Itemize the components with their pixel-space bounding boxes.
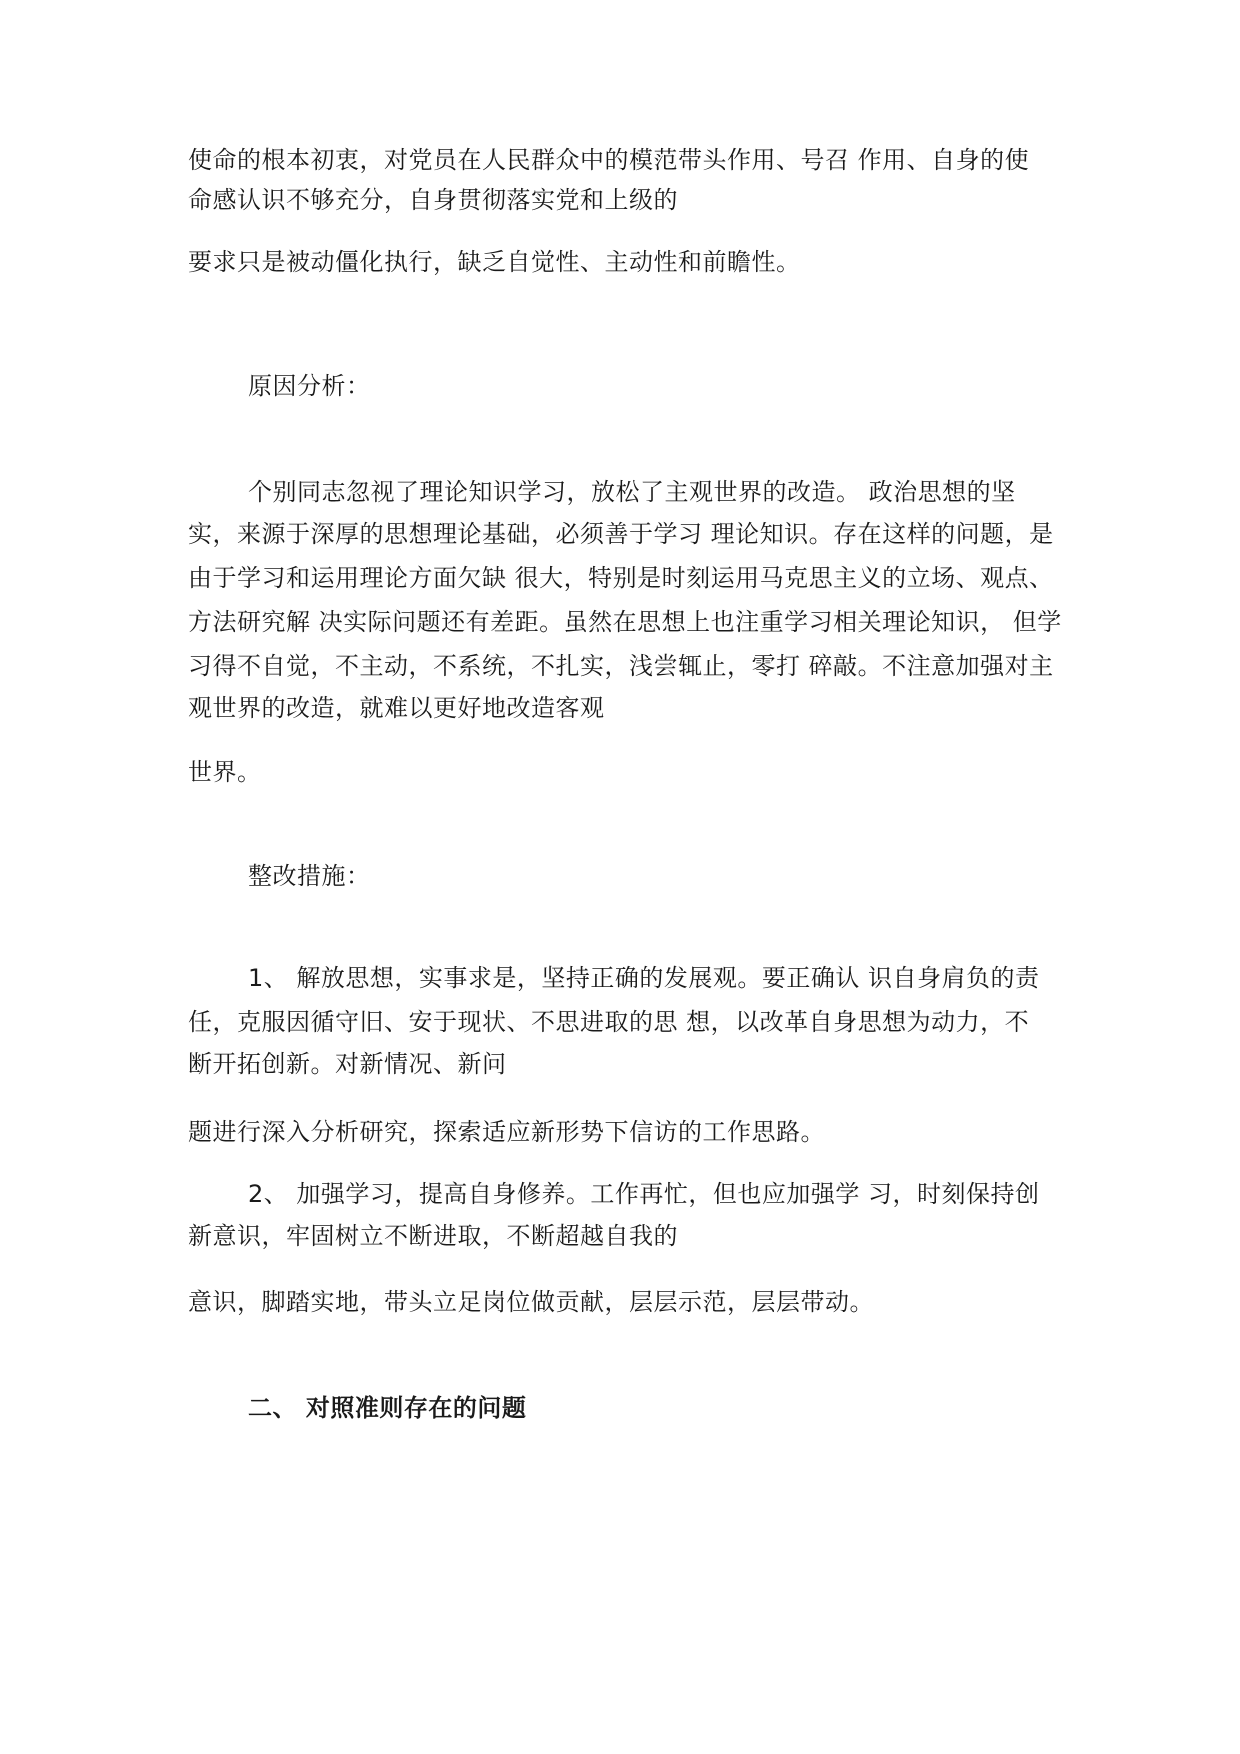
section-heading-2: 二、 对照准则存在的问题 (248, 1394, 527, 1422)
paragraph-line-9: 观世界的改造，就难以更好地改造客观 (188, 694, 605, 722)
paragraph-line-3: 要求只是被动僵化执行，缺乏自觉性、主动性和前瞻性。 (188, 248, 801, 276)
section-label-rectification: 整改措施： (248, 862, 371, 890)
paragraph-line-5: 实，来源于深厚的思想理论基础，必须善于学习 理论知识。存在这样的问题，是 (188, 520, 1054, 548)
list-item-2-line-1: 2、 加强学习，提高自身修养。工作再忙，但也应加强学 习，时刻保持创 (248, 1180, 1040, 1208)
paragraph-line-8: 习得不自觉，不主动，不系统，不扎实，浅尝辄止，零打 碎敲。不注意加强对主 (188, 652, 1054, 680)
paragraph-line-10: 世界。 (188, 758, 262, 786)
list-item-2-line-3: 意识，脚踏实地，带头立足岗位做贡献，层层示范，层层带动。 (188, 1288, 874, 1316)
list-item-1-line-4: 题进行深入分析研究，探索适应新形势下信访的工作思路。 (188, 1118, 825, 1146)
paragraph-line-1: 使命的根本初衷，对党员在人民群众中的模范带头作用、号召 作用、自身的使 (188, 146, 1030, 174)
list-item-1-line-1: 1、 解放思想，实事求是，坚持正确的发展观。要正确认 识自身肩负的责 (248, 964, 1040, 992)
paragraph-line-2: 命感认识不够充分，自身贯彻落实党和上级的 (188, 186, 678, 214)
list-item-1-line-3: 断开拓创新。对新情况、新问 (188, 1050, 507, 1078)
section-label-cause-analysis: 原因分析： (248, 372, 371, 400)
paragraph-line-7: 方法研究解 决实际问题还有差距。虽然在思想上也注重学习相关理论知识， 但学 (188, 608, 1062, 636)
paragraph-line-6: 由于学习和运用理论方面欠缺 很大，特别是时刻运用马克思主义的立场、观点、 (188, 564, 1054, 592)
list-item-2-line-2: 新意识，牢固树立不断进取，不断超越自我的 (188, 1222, 678, 1250)
paragraph-line-4: 个别同志忽视了理论知识学习，放松了主观世界的改造。 政治思想的坚 (248, 478, 1016, 506)
list-item-1-line-2: 任，克服因循守旧、安于现状、不思进取的思 想，以改革自身思想为动力，不 (188, 1008, 1030, 1036)
